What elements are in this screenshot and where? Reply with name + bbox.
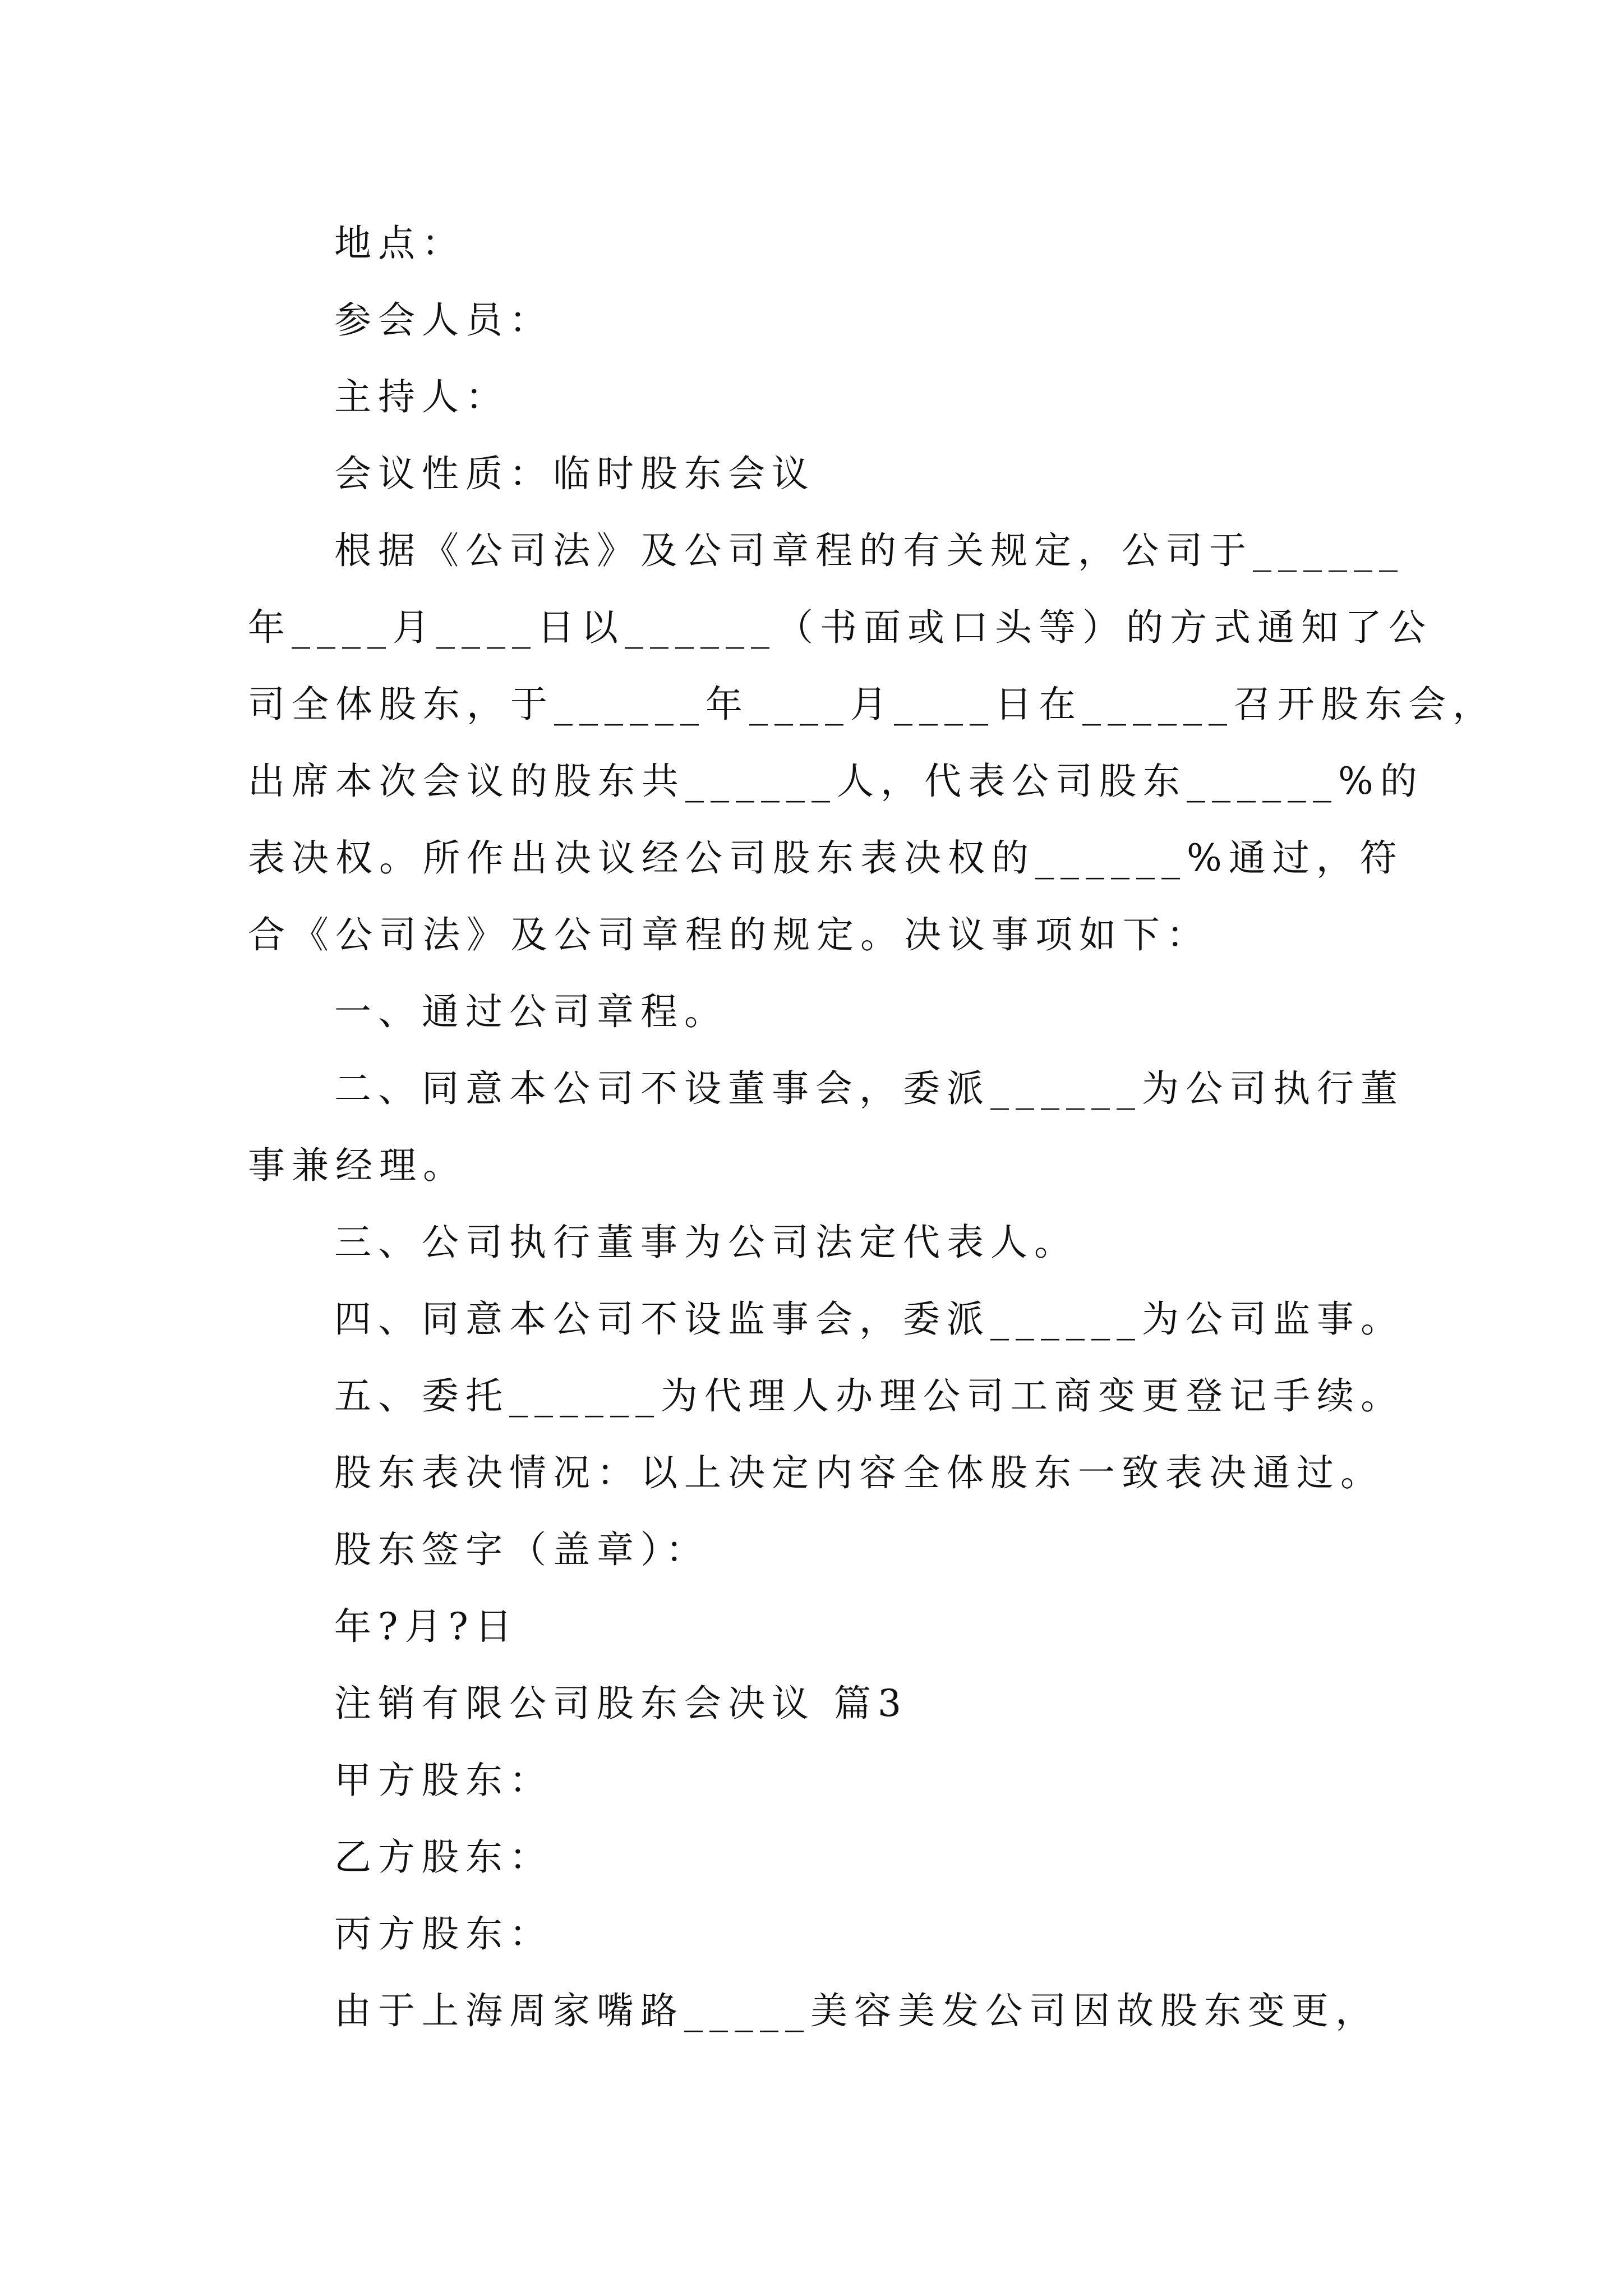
- body-paragraph-line-1: 根据《公司法》及公司章程的有关规定，公司于______: [334, 529, 1404, 572]
- attendees-line: 参会人员：: [334, 298, 553, 342]
- body-paragraph-line-5: 表决权。所作出决议经公司股东表决权的______%通过，符: [248, 836, 1404, 880]
- section-heading: 注销有限公司股东会决议 篇3: [334, 1682, 908, 1725]
- body-paragraph-line-3: 司全体股东，于______年____月____日在______召开股东会，: [248, 683, 1496, 726]
- date-line: 年?月?日: [334, 1605, 519, 1648]
- host-line: 主持人：: [334, 375, 509, 418]
- resolution-item-1: 一、通过公司章程。: [334, 990, 728, 1033]
- body-paragraph-line-2: 年____月____日以______（书面或口头等）的方式通知了公: [248, 606, 1432, 649]
- party-c-line: 丙方股东：: [334, 1912, 553, 1955]
- closing-paragraph-line: 由于上海周家嘴路_____美容美发公司因故股东变更，: [334, 1989, 1379, 2032]
- signature-line: 股东签字（盖章）：: [334, 1528, 709, 1571]
- meeting-nature-line: 会议性质：临时股东会议: [334, 452, 815, 495]
- vote-result-line: 股东表决情况：以上决定内容全体股东一致表决通过。: [334, 1451, 1384, 1494]
- location-line: 地点：: [334, 222, 465, 265]
- resolution-item-3: 三、公司执行董事为公司法定代表人。: [334, 1221, 1078, 1264]
- resolution-item-5: 五、委托______为代理人办理公司工商变更登记手续。: [334, 1374, 1404, 1418]
- body-paragraph-line-4: 出席本次会议的股东共______人，代表公司股东______%的: [248, 760, 1424, 803]
- body-paragraph-line-6: 合《公司法》及公司章程的规定。决议事项如下：: [248, 913, 1210, 956]
- party-a-line: 甲方股东：: [334, 1759, 553, 1802]
- resolution-item-2: 二、同意本公司不设董事会，委派______为公司执行董: [334, 1067, 1404, 1110]
- resolution-item-2-cont: 事兼经理。: [248, 1144, 467, 1187]
- resolution-item-4: 四、同意本公司不设监事会，委派______为公司监事。: [334, 1297, 1404, 1341]
- party-b-line: 乙方股东：: [334, 1835, 553, 1879]
